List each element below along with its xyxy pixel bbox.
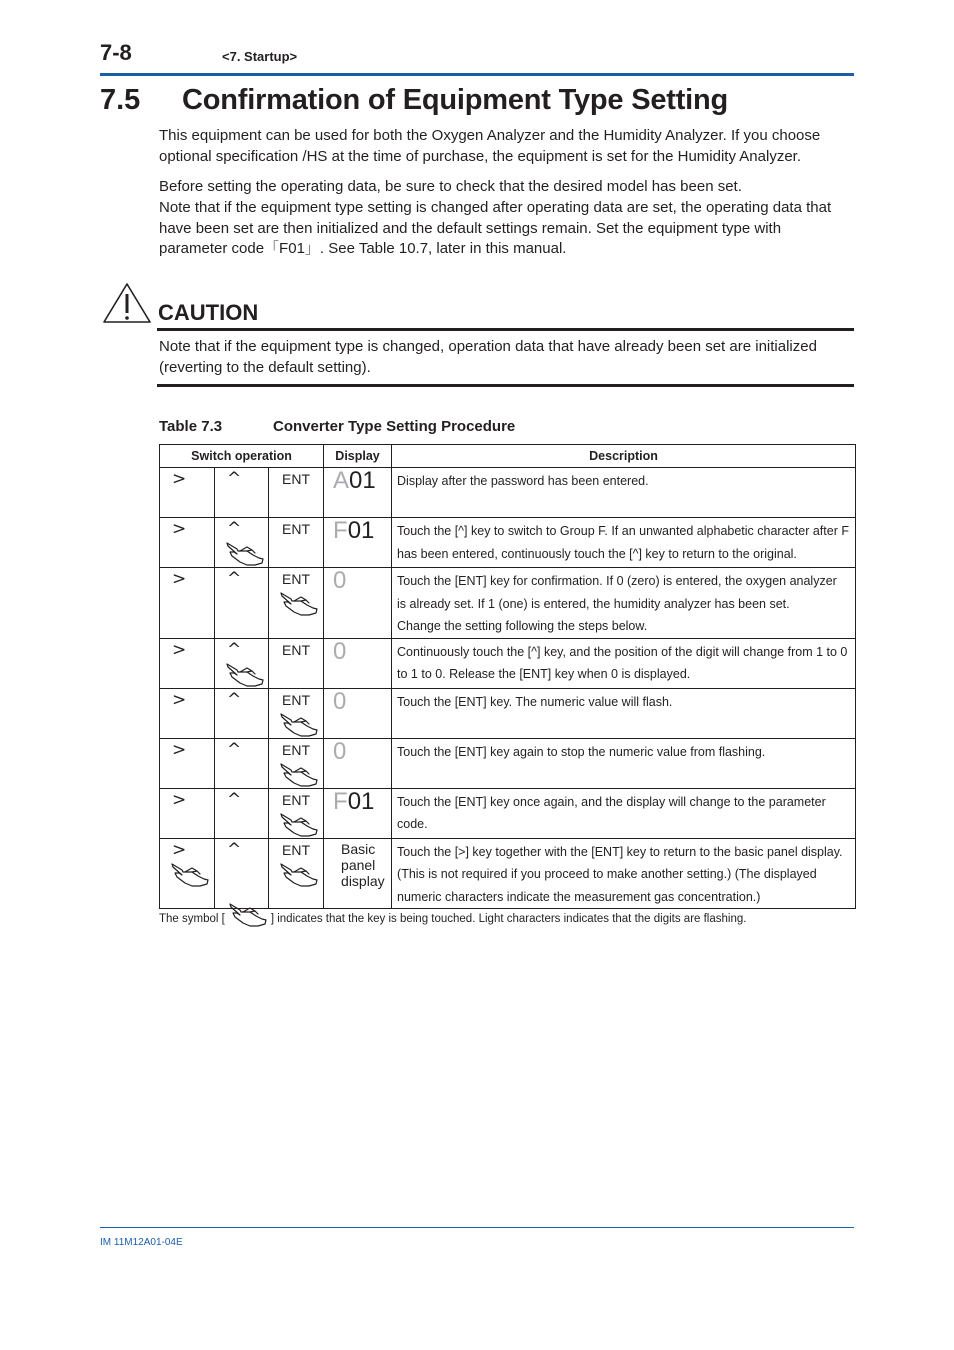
description-line: Change the setting following the steps below. (397, 619, 648, 633)
description-line: is already set. If 1 (one) is entered, the humidity analyzer has been set. (397, 596, 790, 611)
right-key-label: > (172, 569, 187, 589)
right-key-label: > (172, 469, 187, 489)
display-flashing-chars: F (333, 517, 348, 544)
description-line: Display after the password has been entered. (397, 474, 649, 488)
switch-cell-ent (269, 738, 324, 788)
description-line: Continuously touch the [^] key, and the position of the digit will change from 1 to 0 (397, 644, 848, 659)
display-steady-chars: 01 (347, 787, 375, 815)
right-key-label: > (172, 739, 187, 760)
ent-key-label: ENT (282, 741, 310, 758)
switch-cell-right (160, 468, 215, 518)
footer-rule (100, 1227, 854, 1228)
switch-cell-ent (269, 688, 324, 738)
description-cell (392, 568, 856, 639)
ent-key-label: ENT (282, 691, 310, 708)
description-line: Touch the [ENT] key. The numeric value will flash. (397, 694, 673, 709)
table-row (160, 688, 856, 738)
caution-rule-top (157, 328, 854, 331)
display-cell (324, 568, 392, 639)
ent-key-label: ENT (282, 521, 310, 537)
up-key-label: ^ (227, 789, 242, 810)
touching-hand-icon (279, 708, 319, 738)
right-key-label: > (172, 519, 187, 539)
page-number: 7-8 (100, 40, 132, 65)
description-line: has been entered, continuously touch the [^] key to return to the original. (397, 546, 797, 561)
display-flashing-chars: 0 (333, 687, 347, 715)
description-line: to 1 to 0. Release the [ENT] key when 0 is displayed. (397, 667, 691, 681)
description-cell (392, 468, 856, 518)
switch-cell-ent (269, 838, 324, 909)
touching-hand-icon (279, 858, 319, 888)
switch-cell-right (160, 568, 215, 639)
switch-cell-up (215, 518, 269, 568)
document-code: IM 11M12A01-04E (100, 1237, 183, 1248)
switch-cell-right (160, 638, 215, 688)
table-row (160, 788, 856, 838)
ent-key-label: ENT (282, 641, 310, 658)
chapter-label: <7. Startup> (222, 49, 298, 64)
description-cell (392, 788, 856, 838)
switch-cell-up (215, 568, 269, 639)
up-key-label: ^ (227, 639, 242, 660)
up-key-label: ^ (227, 469, 242, 489)
up-key-label: ^ (227, 739, 242, 760)
right-key-label: > (172, 789, 187, 810)
switch-cell-right (160, 838, 215, 909)
section-title: Confirmation of Equipment Type Setting (182, 84, 729, 116)
paragraph-intro: This equipment can be used for both the Oxygen Analyzer and the Humidity Analyzer. If you choose optional specification /HS at the time of purchase, the equipment is set for the Humidity Analyzer. (159, 127, 821, 165)
display-flashing-chars: A (333, 467, 350, 494)
warning-triangle-icon (102, 282, 152, 324)
right-key-label: > (172, 839, 187, 860)
procedure-table (159, 444, 856, 909)
up-key-label: ^ (227, 689, 242, 710)
description-cell (392, 688, 856, 738)
section-number: 7.5 (100, 84, 141, 116)
up-key-label: ^ (227, 519, 242, 539)
touching-hand-icon (279, 808, 319, 838)
display-cell (324, 468, 392, 518)
right-key-label: > (172, 689, 187, 710)
description-cell (392, 738, 856, 788)
ent-key-label: ENT (282, 471, 310, 487)
table-row (160, 468, 856, 518)
display-steady-chars: 01 (347, 517, 375, 544)
touching-hand-icon (279, 758, 319, 788)
switch-cell-right (160, 788, 215, 838)
description-line: (This is not required if you proceed to make another setting.) (The displayed (397, 867, 817, 881)
display-flashing-chars: 0 (333, 737, 347, 765)
description-line: Touch the [>] key together with the [ENT] key to return to the basic panel display. (397, 844, 843, 859)
description-cell (392, 638, 856, 688)
up-key-label: ^ (227, 839, 242, 860)
switch-cell-right (160, 738, 215, 788)
footnote-text-before: The symbol [ (159, 913, 225, 926)
display-text: Basic panel display (341, 840, 385, 889)
table-caption-number: Table 7.3 (159, 418, 223, 435)
ent-key-label: ENT (282, 841, 310, 858)
table-caption-title: Converter Type Setting Procedure (273, 418, 516, 435)
header-switch-operation: Switch operation (160, 445, 324, 468)
footnote-text-after: ] indicates that the key is being touched. Light characters indicates that the digits are flashing. (270, 913, 747, 926)
touching-hand-icon (279, 587, 319, 617)
description-line: Touch the [ENT] key for confirmation. If 0 (zero) is entered, the oxygen analyzer (397, 574, 837, 588)
description-line: numeric characters indicate the measurement gas concentration.) (397, 889, 761, 904)
switch-cell-right (160, 688, 215, 738)
switch-cell-up (215, 688, 269, 738)
description-line: code. (397, 817, 428, 831)
switch-cell-up (215, 638, 269, 688)
switch-cell-up (215, 788, 269, 838)
caution-rule-bottom (157, 384, 854, 387)
paragraph-note: Note that if the equipment type setting is changed after operating data are set, the operating data that have been set are then initialized and the default settings remain. Set the equipment type with parameter code「F01」. See Table 10.7, later in this manual. (159, 199, 832, 257)
touching-hand-icon (170, 858, 210, 888)
header-display: Display (324, 445, 392, 468)
description-cell (392, 838, 856, 909)
table-header-row (160, 445, 856, 468)
description-line: Touch the [^] key to switch to Group F. If an unwanted alphabetic character after F (397, 524, 849, 538)
switch-cell-ent (269, 568, 324, 639)
display-cell (324, 788, 392, 838)
touching-hand-icon (225, 537, 265, 567)
switch-cell-ent (269, 468, 324, 518)
display-cell (324, 838, 392, 909)
table-row (160, 638, 856, 688)
switch-cell-up (215, 468, 269, 518)
display-cell (324, 518, 392, 568)
header-description: Description (392, 445, 856, 468)
caution-heading: CAUTION (158, 300, 259, 325)
switch-cell-up (215, 738, 269, 788)
display-flashing-chars: 0 (333, 567, 347, 594)
ent-key-label: ENT (282, 571, 310, 587)
display-cell (324, 638, 392, 688)
switch-cell-ent (269, 518, 324, 568)
display-steady-chars: 01 (349, 467, 376, 494)
touching-hand-icon (225, 658, 265, 688)
switch-cell-ent (269, 638, 324, 688)
description-line: Touch the [ENT] key again to stop the numeric value from flashing. (397, 744, 766, 759)
ent-key-label: ENT (282, 791, 310, 808)
caution-text: Note that if the equipment type is changed, operation data that have already been set are initialized (reverting to the default setting). (159, 338, 817, 376)
switch-cell-right (160, 518, 215, 568)
display-flashing-chars: F (333, 787, 348, 815)
right-key-label: > (172, 639, 187, 660)
paragraph-before-setting: Before setting the operating data, be sure to check that the desired model has been set. (159, 178, 742, 195)
touching-hand-icon (227, 898, 269, 928)
display-cell (324, 738, 392, 788)
display-cell (324, 688, 392, 738)
table-row (160, 568, 856, 639)
header-rule (100, 73, 854, 76)
up-key-label: ^ (227, 569, 242, 589)
display-flashing-chars: 0 (333, 637, 347, 665)
table-footnote (159, 910, 746, 928)
switch-cell-ent (269, 788, 324, 838)
description-cell (392, 518, 856, 568)
description-line: Touch the [ENT] key once again, and the display will change to the parameter (397, 794, 826, 809)
table-row (160, 738, 856, 788)
table-row (160, 518, 856, 568)
